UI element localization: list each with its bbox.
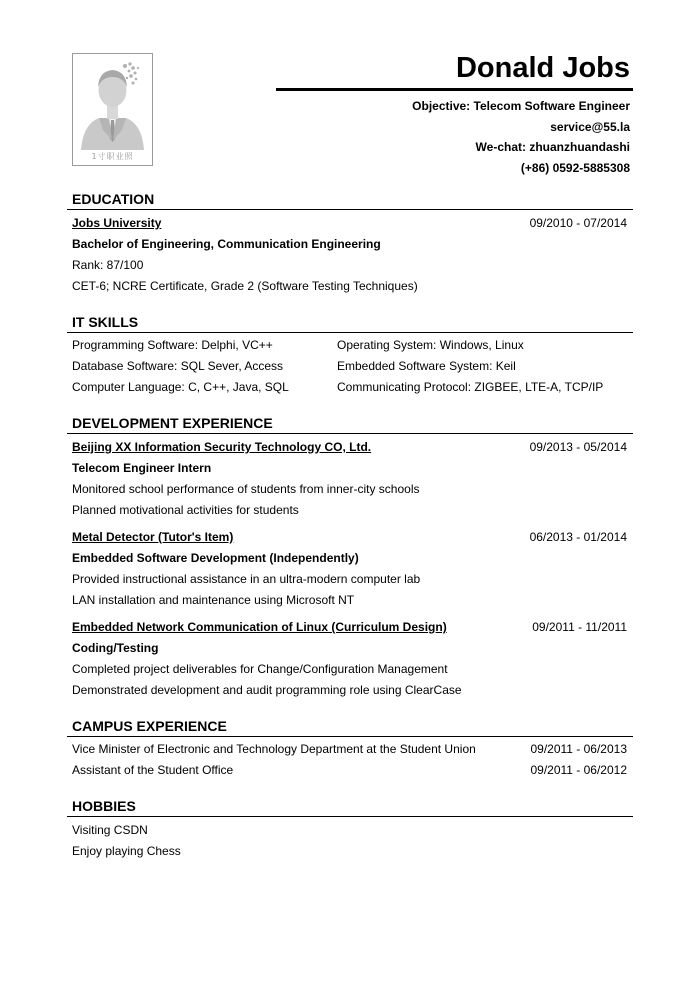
project-title: Metal Detector (Tutor's Item)	[72, 530, 234, 544]
rank: Rank: 87/100	[72, 258, 144, 272]
project-detail: Completed project deliverables for Change/Configuration Management	[72, 662, 448, 676]
education-dates: 09/2010 - 07/2014	[529, 216, 627, 230]
project-detail: Monitored school performance of students from inner-city schools	[72, 482, 420, 496]
project-detail: Provided instructional assistance in an ultra-modern computer lab	[72, 572, 421, 586]
project-title: Embedded Network Communication of Linux (Curriculum Design)	[72, 620, 447, 634]
campus-item: Assistant of the Student Office	[72, 763, 234, 777]
project-dates: 09/2011 - 11/2011	[532, 620, 627, 634]
school-name: Jobs University	[72, 216, 162, 230]
skill-item: Computer Language: C, C++, Java, SQL	[72, 380, 289, 394]
wechat: We-chat: zhuanzhuandashi	[475, 140, 630, 155]
project-detail: Demonstrated development and audit programming role using ClearCase	[72, 683, 462, 697]
campus-dates: 09/2011 - 06/2012	[530, 763, 627, 777]
profile-photo	[72, 53, 153, 166]
project-role: Embedded Software Development (Independently)	[72, 551, 359, 565]
section-divider	[67, 816, 633, 817]
skill-item: Programming Software: Delphi, VC++	[72, 338, 273, 352]
section-divider	[67, 433, 633, 434]
project-dates: 09/2013 - 05/2014	[529, 440, 627, 454]
section-divider	[67, 209, 633, 210]
project-role: Coding/Testing	[72, 641, 159, 655]
campus-item: Vice Minister of Electronic and Technology Department at the Student Union	[72, 742, 476, 756]
project-role: Telecom Engineer Intern	[72, 461, 212, 475]
section-title-it-skills: IT SKILLS	[72, 314, 139, 330]
contact-block	[412, 96, 630, 179]
campus-dates: 09/2011 - 06/2013	[530, 742, 627, 756]
section-title-campus: CAMPUS EXPERIENCE	[72, 718, 227, 734]
hobby-item: Visiting CSDN	[72, 823, 148, 837]
name-divider	[276, 88, 633, 91]
candidate-name: Donald Jobs	[455, 52, 630, 84]
email: service@55.la	[550, 119, 630, 134]
skill-item: Database Software: SQL Sever, Access	[72, 359, 283, 373]
section-divider	[67, 736, 633, 737]
project-detail: Planned motivational activities for students	[72, 503, 299, 517]
skill-item: Operating System: Windows, Linux	[337, 338, 524, 352]
phone: (+86) 0592-5885308	[520, 161, 630, 176]
section-title-hobbies: HOBBIES	[72, 798, 136, 814]
project-dates: 06/2013 - 01/2014	[529, 530, 627, 544]
person-silhouette-icon	[73, 54, 152, 165]
project-detail: LAN installation and maintenance using Microsoft NT	[72, 593, 355, 607]
objective: Objective: Telecom Software Engineer	[412, 99, 630, 113]
section-title-education: EDUCATION	[72, 191, 155, 207]
hobby-item: Enjoy playing Chess	[72, 844, 181, 858]
section-divider	[67, 332, 633, 333]
degree: Bachelor of Engineering, Communication Engineering	[72, 237, 381, 251]
skill-item: Communicating Protocol: ZIGBEE, LTE-A, TCP/IP	[337, 380, 604, 394]
section-title-development: DEVELOPMENT EXPERIENCE	[72, 415, 273, 431]
skill-item: Embedded Software System: Keil	[337, 359, 516, 373]
certificates: CET-6; NCRE Certificate, Grade 2 (Software Testing Techniques)	[72, 279, 418, 293]
photo-caption: 1寸职业照	[91, 152, 134, 161]
project-title: Beijing XX Information Security Technology CO, Ltd.	[72, 440, 372, 454]
